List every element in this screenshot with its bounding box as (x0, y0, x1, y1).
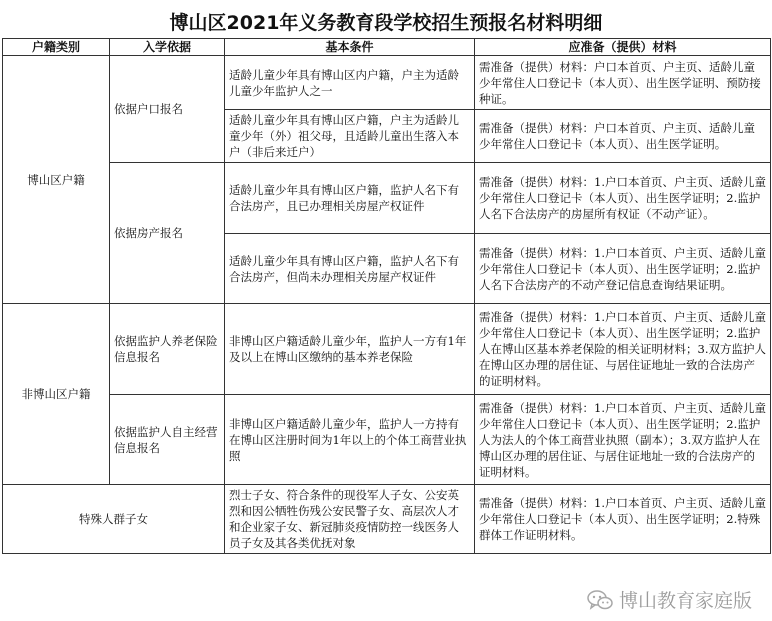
material-cell: 需准备（提供）材料：户口本首页、户主页、适龄儿童少年常住人口登记卡（本人页）、出生医学证明。 (475, 110, 771, 163)
material-cell: 需准备（提供）材料：1.户口本首页、户主页、适龄儿童少年常住人口登记卡（本人页）、出生医学证明；2.监护人在博山区基本养老保险的相关证明材料；3.双方监护人在博山区办理的居住证、与居住证地址一致的合法房产的证明材料。 (475, 304, 771, 395)
material-cell: 需准备（提供）材料：户口本首页、户主页、适龄儿童少年常住人口登记卡（本人页）、出生医学证明、预防接种证。 (475, 56, 771, 110)
materials-table (2, 38, 771, 554)
header-huji: 户籍类别 (3, 39, 110, 56)
page-title: 博山区2021年义务教育段学校招生预报名材料明细 (169, 12, 603, 34)
condition-cell: 非博山区户籍适龄儿童少年，监护人一方有1年及以上在博山区缴纳的基本养老保险 (225, 304, 475, 395)
condition-cell: 适龄儿童少年具有博山区户籍，户主为适龄儿童少年（外）祖父母，且适龄儿童出生落入本户（非后来迁户） (225, 110, 475, 163)
material-cell: 需准备（提供）材料：1.户口本首页、户主页、适龄儿童少年常住人口登记卡（本人页）、出生医学证明；2.监护人名下合法房产的不动产登记信息查询结果证明。 (475, 234, 771, 304)
material-cell: 需准备（提供）材料：1.户口本首页、户主页、适龄儿童少年常住人口登记卡（本人页）、出生医学证明；2.监护人为法人的个体工商营业执照（副本）；3.双方监护人在博山区办理的居住证、与居住证地址一致的合法房产的证明材料。 (475, 395, 771, 485)
material-cell: 需准备（提供）材料：1.户口本首页、户主页、适龄儿童少年常住人口登记卡（本人页）、出生医学证明；2.特殊群体工作证明材料。 (475, 485, 771, 554)
basis-yanglao: 依据监护人养老保险信息报名 (110, 304, 225, 395)
watermark-text: 博山教育家庭版 (618, 590, 752, 612)
group-nonboshan: 非博山区户籍 (3, 304, 110, 485)
table-header-row (3, 39, 771, 56)
material-cell: 需准备（提供）材料：1.户口本首页、户主页、适龄儿童少年常住人口登记卡（本人页）、出生医学证明；2.监护人名下合法房产的房屋所有权证（不动产证）。 (475, 163, 771, 234)
table-row (3, 485, 771, 554)
basis-fangchan: 依据房产报名 (110, 163, 225, 304)
table-row (3, 395, 771, 485)
table-row (3, 163, 771, 234)
basis-jingying: 依据监护人自主经营信息报名 (110, 395, 225, 485)
condition-cell: 非博山区户籍适龄儿童少年，监护人一方持有在博山区注册时间为1年以上的个体工商营业执照 (225, 395, 475, 485)
header-conditions: 基本条件 (225, 39, 475, 56)
watermark (587, 586, 752, 613)
condition-cell: 适龄儿童少年具有博山区户籍，监护人名下有合法房产，但尚未办理相关房屋产权证件 (225, 234, 475, 304)
wechat-icon (587, 589, 613, 611)
header-materials: 应准备（提供）材料 (475, 39, 771, 56)
table-row (3, 304, 771, 395)
condition-cell: 适龄儿童少年具有博山区内户籍，户主为适龄儿童少年监护人之一 (225, 56, 475, 110)
group-boshan: 博山区户籍 (3, 56, 110, 304)
group-special: 特殊人群子女 (3, 485, 225, 554)
condition-cell: 烈士子女、符合条件的现役军人子女、公安英烈和因公牺牲伤残公安民警子女、高层次人才和企业家子女、新冠肺炎疫情防控一线医务人员子女及其各类优抚对象 (225, 485, 475, 554)
header-basis: 入学依据 (110, 39, 225, 56)
table-row (3, 56, 771, 110)
basis-hukou: 依据户口报名 (110, 56, 225, 163)
condition-cell: 适龄儿童少年具有博山区户籍，监护人名下有合法房产，且已办理相关房屋产权证件 (225, 163, 475, 234)
